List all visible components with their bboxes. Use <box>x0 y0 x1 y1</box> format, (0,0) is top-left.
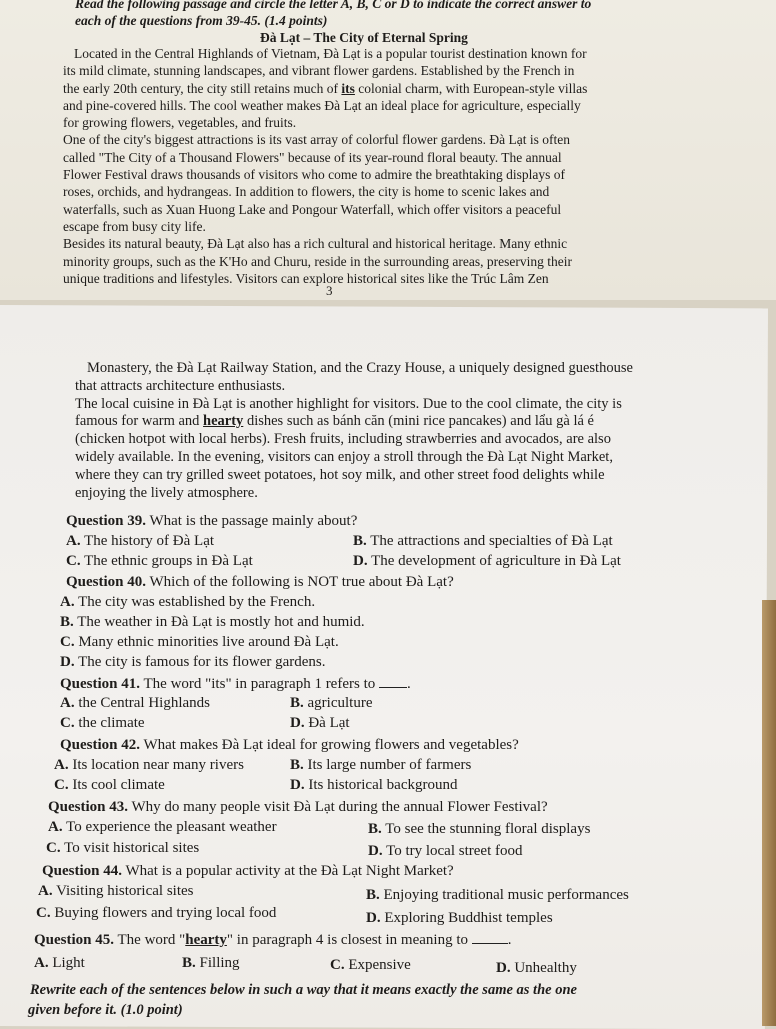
option-40-c[interactable] <box>60 634 339 651</box>
question-40 <box>66 574 454 591</box>
question-39 <box>66 513 357 530</box>
option-text: The city was established by the French. <box>74 594 316 610</box>
question-label: Question 41. <box>60 676 141 692</box>
option-42-c[interactable] <box>54 777 165 794</box>
option-41-c[interactable] <box>60 715 145 732</box>
option-39-b[interactable] <box>353 533 613 550</box>
option-letter: A. <box>66 533 81 549</box>
option-text: Đà Lạt <box>304 715 350 731</box>
option-44-b[interactable] <box>366 887 629 904</box>
underlined-its: its <box>341 80 355 96</box>
answer-blank[interactable] <box>472 931 508 944</box>
option-text: the Central Highlands <box>74 695 210 711</box>
option-text: Expensive <box>344 957 411 973</box>
option-letter: A. <box>54 757 69 773</box>
instructions-line-1: Read the following passage and circle the letter A, B, C or D to indicate the correct answer to <box>75 0 592 11</box>
option-45-c[interactable] <box>330 957 411 974</box>
question-text: What makes Đà Lạt ideal for growing flowers and vegetables? <box>140 737 519 753</box>
option-text: The ethnic groups in Đà Lạt <box>80 553 253 569</box>
option-letter: D. <box>496 960 511 976</box>
question-label: Question 45. <box>34 932 115 948</box>
passage-line: its mild climate, stunning landscapes, and vibrant flower gardens. Established by the French in <box>63 63 575 79</box>
option-text: To see the stunning floral displays <box>381 821 591 837</box>
option-44-a[interactable] <box>38 883 194 900</box>
passage-line-with-hearty <box>75 413 633 431</box>
option-text: Its large number of farmers <box>303 757 472 773</box>
passage-line: minority groups, such as the K'Ho and Churu, reside in the surrounding areas, preserving their <box>63 253 572 269</box>
option-text: Visiting historical sites <box>52 883 194 899</box>
passage-line: enjoying the lively atmosphere. <box>75 484 258 501</box>
option-letter: A. <box>38 883 53 899</box>
option-letter: C. <box>46 840 61 856</box>
question-41: Question 41. The word "its" in paragraph 1 refers to . <box>60 676 411 692</box>
option-45-a[interactable] <box>34 955 85 972</box>
passage-line-with-its <box>63 80 587 97</box>
option-letter: B. <box>290 695 304 711</box>
option-text: Buying flowers and trying local food <box>50 905 277 921</box>
answer-blank[interactable] <box>379 675 407 688</box>
passage-line: Besides its natural beauty, Đà Lạt also has a rich cultural and historical heritage. Many ethnic <box>63 236 568 252</box>
option-42-d[interactable] <box>290 777 457 794</box>
option-letter: D. <box>60 654 75 670</box>
option-39-d[interactable] <box>353 553 621 570</box>
instructions-line-2: each of the questions from 39-45. (1.4 points) <box>75 13 328 28</box>
passage-line: waterfalls, such as Xuan Huong Lake and Pongour Waterfall, which offer visitors a peaceful <box>63 201 562 217</box>
question-text: What is the passage mainly about? <box>146 513 358 529</box>
passage-line: Flower Festival draws thousands of visitors who come to admire the breathtaking displays of <box>63 167 566 183</box>
question-text: The word "its" in paragraph 1 refers to <box>140 676 376 692</box>
option-text: Many ethnic minorities live around Đà Lạt. <box>74 634 339 650</box>
passage-line: called "The City of a Thousand Flowers" because of its year-round floral beauty. The annual <box>63 149 562 165</box>
option-letter: D. <box>290 715 305 731</box>
option-letter: C. <box>330 957 345 973</box>
option-text: To experience the pleasant weather <box>62 819 277 835</box>
option-text: Filling <box>195 955 240 971</box>
option-text: Its historical background <box>304 777 458 793</box>
passage-page2 <box>75 360 633 502</box>
option-letter: C. <box>36 905 51 921</box>
option-text: Light <box>48 955 85 971</box>
option-41-d[interactable] <box>290 715 350 732</box>
option-39-c[interactable] <box>66 553 253 570</box>
option-text: Its location near many rivers <box>68 757 244 773</box>
option-41-b[interactable] <box>290 695 372 712</box>
option-43-c[interactable] <box>46 840 199 857</box>
question-label: Question 42. <box>60 737 141 753</box>
question-word-hearty: hearty <box>185 932 227 948</box>
option-text: The history of Đà Lạt <box>80 533 215 549</box>
question-label: Question 40. <box>66 574 147 590</box>
option-43-a[interactable] <box>48 819 277 836</box>
option-letter: C. <box>66 553 81 569</box>
table-edge <box>762 600 776 1026</box>
passage-title: Đà Lạt – The City of Eternal Spring <box>260 30 468 45</box>
question-label: Question 44. <box>42 863 123 879</box>
option-40-b[interactable] <box>60 614 365 631</box>
question-label: Question 43. <box>48 799 129 815</box>
option-44-d[interactable] <box>366 910 553 927</box>
option-letter: C. <box>60 634 75 650</box>
passage-line: for growing flowers, vegetables, and fruits. <box>63 115 297 131</box>
question-text: " in paragraph 4 is closest in meaning to <box>226 932 468 948</box>
option-letter: D. <box>290 777 305 793</box>
passage-line: that attracts architecture enthusiasts. <box>75 377 286 394</box>
page-number: 3 <box>326 283 333 298</box>
option-text: The development of agriculture in Đà Lạt <box>367 553 621 569</box>
option-45-b[interactable] <box>182 955 240 972</box>
passage-line: One of the city's biggest attractions is its vast array of colorful flower gardens. Đà Lạt is often <box>63 132 571 148</box>
option-40-a[interactable] <box>60 594 315 611</box>
option-text: The weather in Đà Lạt is mostly hot and humid. <box>73 614 365 630</box>
option-text: the climate <box>74 715 145 731</box>
passage-line: escape from busy city life. <box>63 218 206 234</box>
question-text: The word " <box>114 932 186 948</box>
question-text: Why do many people visit Đà Lạt during the annual Flower Festival? <box>128 799 548 815</box>
option-45-d[interactable] <box>496 960 577 977</box>
option-letter: A. <box>60 594 75 610</box>
option-text: Its cool climate <box>68 777 165 793</box>
rewrite-instructions-line-1: Rewrite each of the sentences below in such a way that it means exactly the same as the one <box>30 982 577 998</box>
option-letter: B. <box>60 614 74 630</box>
option-text: Unhealthy <box>510 960 577 976</box>
option-letter: B. <box>368 821 382 837</box>
option-letter: B. <box>182 955 196 971</box>
option-39-a[interactable] <box>66 533 214 550</box>
passage-line: The local cuisine in Đà Lạt is another highlight for visitors. Due to the cool climate, the city is <box>75 395 622 412</box>
rewrite-instructions-line-2: given before it. (1.0 point) <box>28 1002 183 1018</box>
passage-line: (chicken hotpot with local herbs). Fresh fruits, including strawberries and avocados, are also <box>75 431 611 448</box>
option-letter: A. <box>34 955 49 971</box>
option-letter: B. <box>290 757 304 773</box>
option-44-c[interactable] <box>36 905 276 922</box>
option-letter: A. <box>60 695 75 711</box>
passage-line: widely available. In the evening, visitors can enjoy a stroll through the Đà Lạt Night Market, <box>75 448 613 465</box>
option-letter: C. <box>54 777 69 793</box>
option-letter: C. <box>60 715 75 731</box>
option-letter: A. <box>48 819 63 835</box>
underlined-hearty: hearty <box>203 413 244 430</box>
question-44 <box>42 863 454 880</box>
question-text: What is a popular activity at the Đà Lạt Night Market? <box>122 863 454 879</box>
option-text: To visit historical sites <box>60 840 200 856</box>
option-41-a[interactable] <box>60 695 210 712</box>
passage-page1 <box>63 45 587 287</box>
option-text: agriculture <box>303 695 373 711</box>
passage-line-start: the early 20th century, the city still retains much of <box>63 80 342 96</box>
option-text: Exploring Buddhist temples <box>380 910 553 926</box>
option-43-d[interactable] <box>368 843 522 860</box>
option-text: Enjoying traditional music performances <box>379 887 629 903</box>
option-text: The attractions and specialties of Đà Lạt <box>366 533 613 549</box>
option-letter: B. <box>353 533 367 549</box>
option-42-b[interactable] <box>290 757 471 774</box>
question-text: Which of the following is NOT true about Đà Lạt? <box>146 574 454 590</box>
question-45: Question 45. The word "hearty" in paragraph 4 is closest in meaning to . <box>34 932 512 948</box>
passage-line: and pine-covered hills. The cool weather makes Đà Lạt an ideal place for agriculture, especially <box>63 97 581 113</box>
passage-line: unique traditions and lifestyles. Visitors can explore historical sites like the Trúc Lâm Zen <box>63 270 549 286</box>
passage-line-end: colonial charm, with European-style villas <box>354 80 588 96</box>
question-42 <box>60 737 519 754</box>
option-letter: D. <box>366 910 381 926</box>
option-43-b[interactable] <box>368 821 590 838</box>
passage-line: Monastery, the Đà Lạt Railway Station, and the Crazy House, a uniquely designed guesthouse <box>87 360 633 376</box>
option-42-a[interactable] <box>54 757 244 774</box>
passage-line: roses, orchids, and hydrangeas. In addition to flowers, the city is home to scenic lakes and <box>63 184 550 200</box>
option-40-d[interactable] <box>60 654 326 671</box>
passage-line-end: dishes such as bánh căn (mini rice pancakes) and lẩu gà lá é <box>243 413 594 430</box>
passage-line-start: famous for warm and <box>75 413 204 430</box>
passage-line: where they can try grilled sweet potatoes, hot soy milk, and other street food delights while <box>75 466 605 483</box>
question-43 <box>48 799 548 816</box>
option-text: The city is famous for its flower gardens. <box>74 654 326 670</box>
option-letter: D. <box>368 843 383 859</box>
question-label: Question 39. <box>66 513 147 529</box>
passage-line: Located in the Central Highlands of Vietnam, Đà Lạt is a popular tourist destination known for <box>74 46 587 61</box>
option-letter: B. <box>366 887 380 903</box>
option-letter: D. <box>353 553 368 569</box>
option-text: To try local street food <box>382 843 523 859</box>
